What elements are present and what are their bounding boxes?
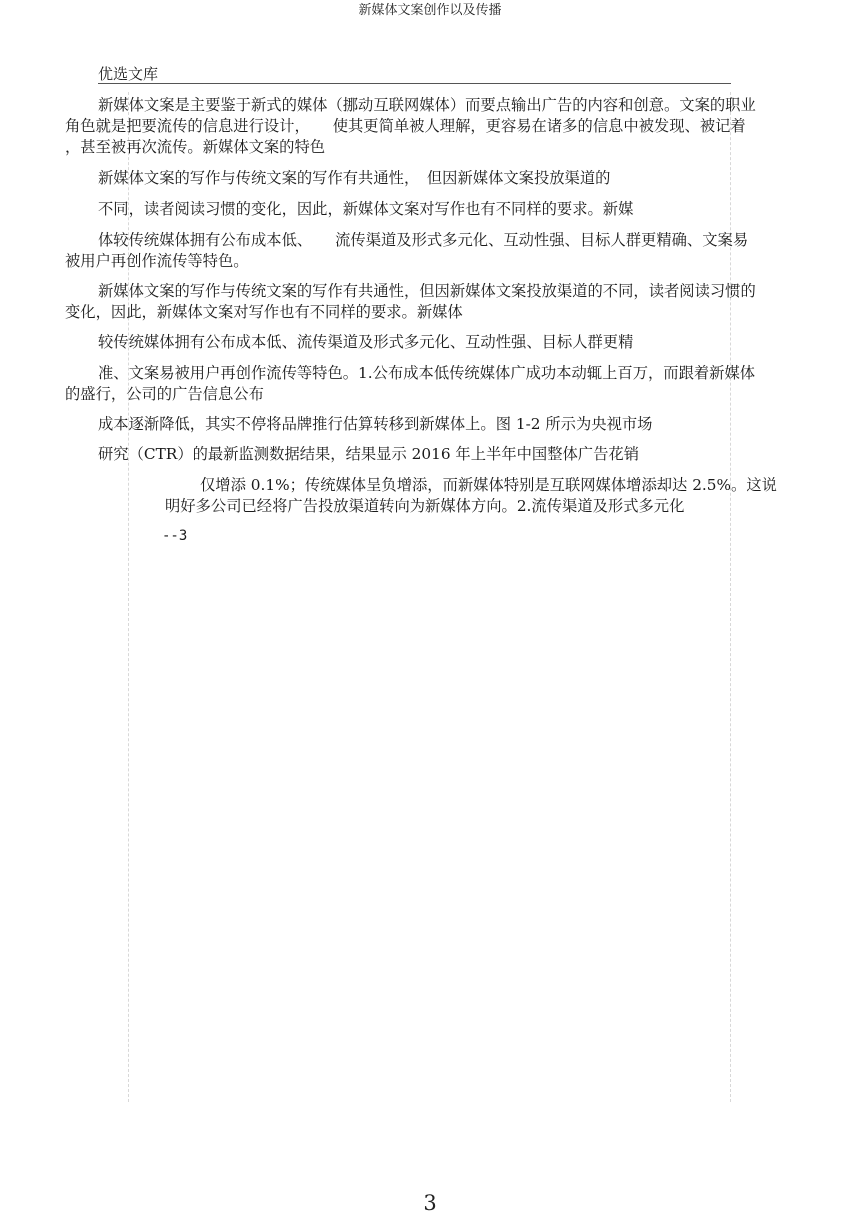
paragraph-line: 仅增添 0.1%；传统媒体呈负增添，而新媒体特别是互联网媒体增添却达 2.5%。这说 <box>200 476 777 494</box>
paragraph-line: 研究（CTR）的最新监测数据结果，结果显示 2016 年上半年中国整体广告花销 <box>98 445 639 463</box>
paragraph-line: 不同，读者阅读习惯的变化，因此，新媒体文案对写作也有不同样的要求。新媒 <box>98 200 634 218</box>
paragraph-line: 变化，因此，新媒体文案对写作也有不同样的要求。新媒体 <box>65 303 463 321</box>
paragraph-line: 新媒体文案是主要鉴于新式的媒体（挪动互联网媒体）而要点输出广告的内容和创意。文案的职业 <box>98 96 756 114</box>
paragraph-line: 明好多公司已经将广告投放渠道转向为新媒体方向。2.流传渠道及形式多元化 <box>165 497 685 515</box>
paragraph-line: 新媒体文案的写作与传统文案的写作有共通性，但因新媒体文案投放渠道的不同，读者阅读习惯的 <box>98 282 756 300</box>
paragraph-line: 被用户再创作流传等特色。 <box>65 252 249 270</box>
section-header-text: 优选文库 <box>98 65 159 83</box>
running-title: 新媒体文案创作以及传播 <box>358 3 502 18</box>
paragraph-line: ，甚至被再次流传。新媒体文案的特色 <box>65 138 326 156</box>
paragraph-line: 的盛行，公司的广告信息公布 <box>65 385 264 403</box>
paragraph-line: 体较传统媒体拥有公布成本低、 流传渠道及形式多元化、互动性强、目标人群更精确、文案易 <box>98 231 749 249</box>
paragraph-line: 成本逐渐降低，其实不停将品牌推行估算转移到新媒体上。图 1-2 所示为央视市场 <box>98 415 653 433</box>
section-header <box>98 65 731 84</box>
paragraph-line: 较传统媒体拥有公布成本低、流传渠道及形式多元化、互动性强、目标人群更精 <box>98 333 634 351</box>
paragraph-line: 新媒体文案的写作与传统文案的写作有共通性， 但因新媒体文案投放渠道的 <box>98 169 611 187</box>
paragraph-line: 准、文案易被用户再创作流传等特色。1.公布成本低传统媒体广成功本动辄上百万，而跟着新媒体 <box>98 364 756 382</box>
paragraph-line: 角色就是把要流传的信息进行设计， 使其更简单被人理解，更容易在诸多的信息中被发现、被记着 <box>65 117 746 135</box>
page-reference: --3 <box>162 528 188 544</box>
page-number: 3 <box>423 1191 437 1215</box>
